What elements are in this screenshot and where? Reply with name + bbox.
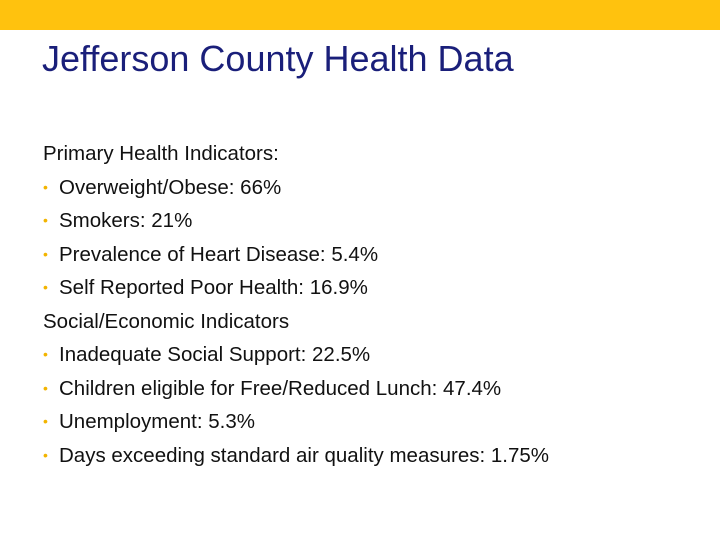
list-item-overweight-obese [43,171,703,205]
bullet-icon: • [43,212,48,228]
list-item-text: Overweight/Obese: 66% [59,175,282,199]
accent-bar [0,0,720,30]
list-item-free-reduced-lunch [43,372,703,406]
list-item-text: Unemployment: 5.3% [59,410,255,433]
slide-body [43,137,703,472]
slide-title: Jefferson County Health Data [42,38,514,79]
list-item-smokers [43,204,703,238]
bullet-icon: • [43,379,48,396]
bullet-icon: • [43,346,48,362]
list-item-text: Inadequate Social Support: 22.5% [59,343,371,366]
section-heading-primary-health: Primary Health Indicators: [43,142,279,165]
list-item-unemployment [43,405,703,439]
list-item-text: Prevalence of Heart Disease: 5.4% [59,242,379,266]
list-item-poor-health [43,271,703,305]
bullet-icon: • [43,178,48,195]
bullet-icon: • [43,413,48,429]
list-item-text: Smokers: 21% [59,209,193,232]
list-item-heart-disease [43,238,703,272]
list-item-air-quality [43,439,703,473]
list-item-text: Days exceeding standard air quality measures: 1.75% [59,443,549,467]
bullet-icon: • [43,446,48,463]
list-item-text: Children eligible for Free/Reduced Lunch: 47.4% [59,376,502,400]
section-heading-social-economic: Social/Economic Indicators [43,309,290,333]
list-item-social-support [43,338,703,372]
bullet-icon: • [43,245,48,262]
list-item-text: Self Reported Poor Health: 16.9% [59,276,368,299]
bullet-icon: • [43,279,48,295]
